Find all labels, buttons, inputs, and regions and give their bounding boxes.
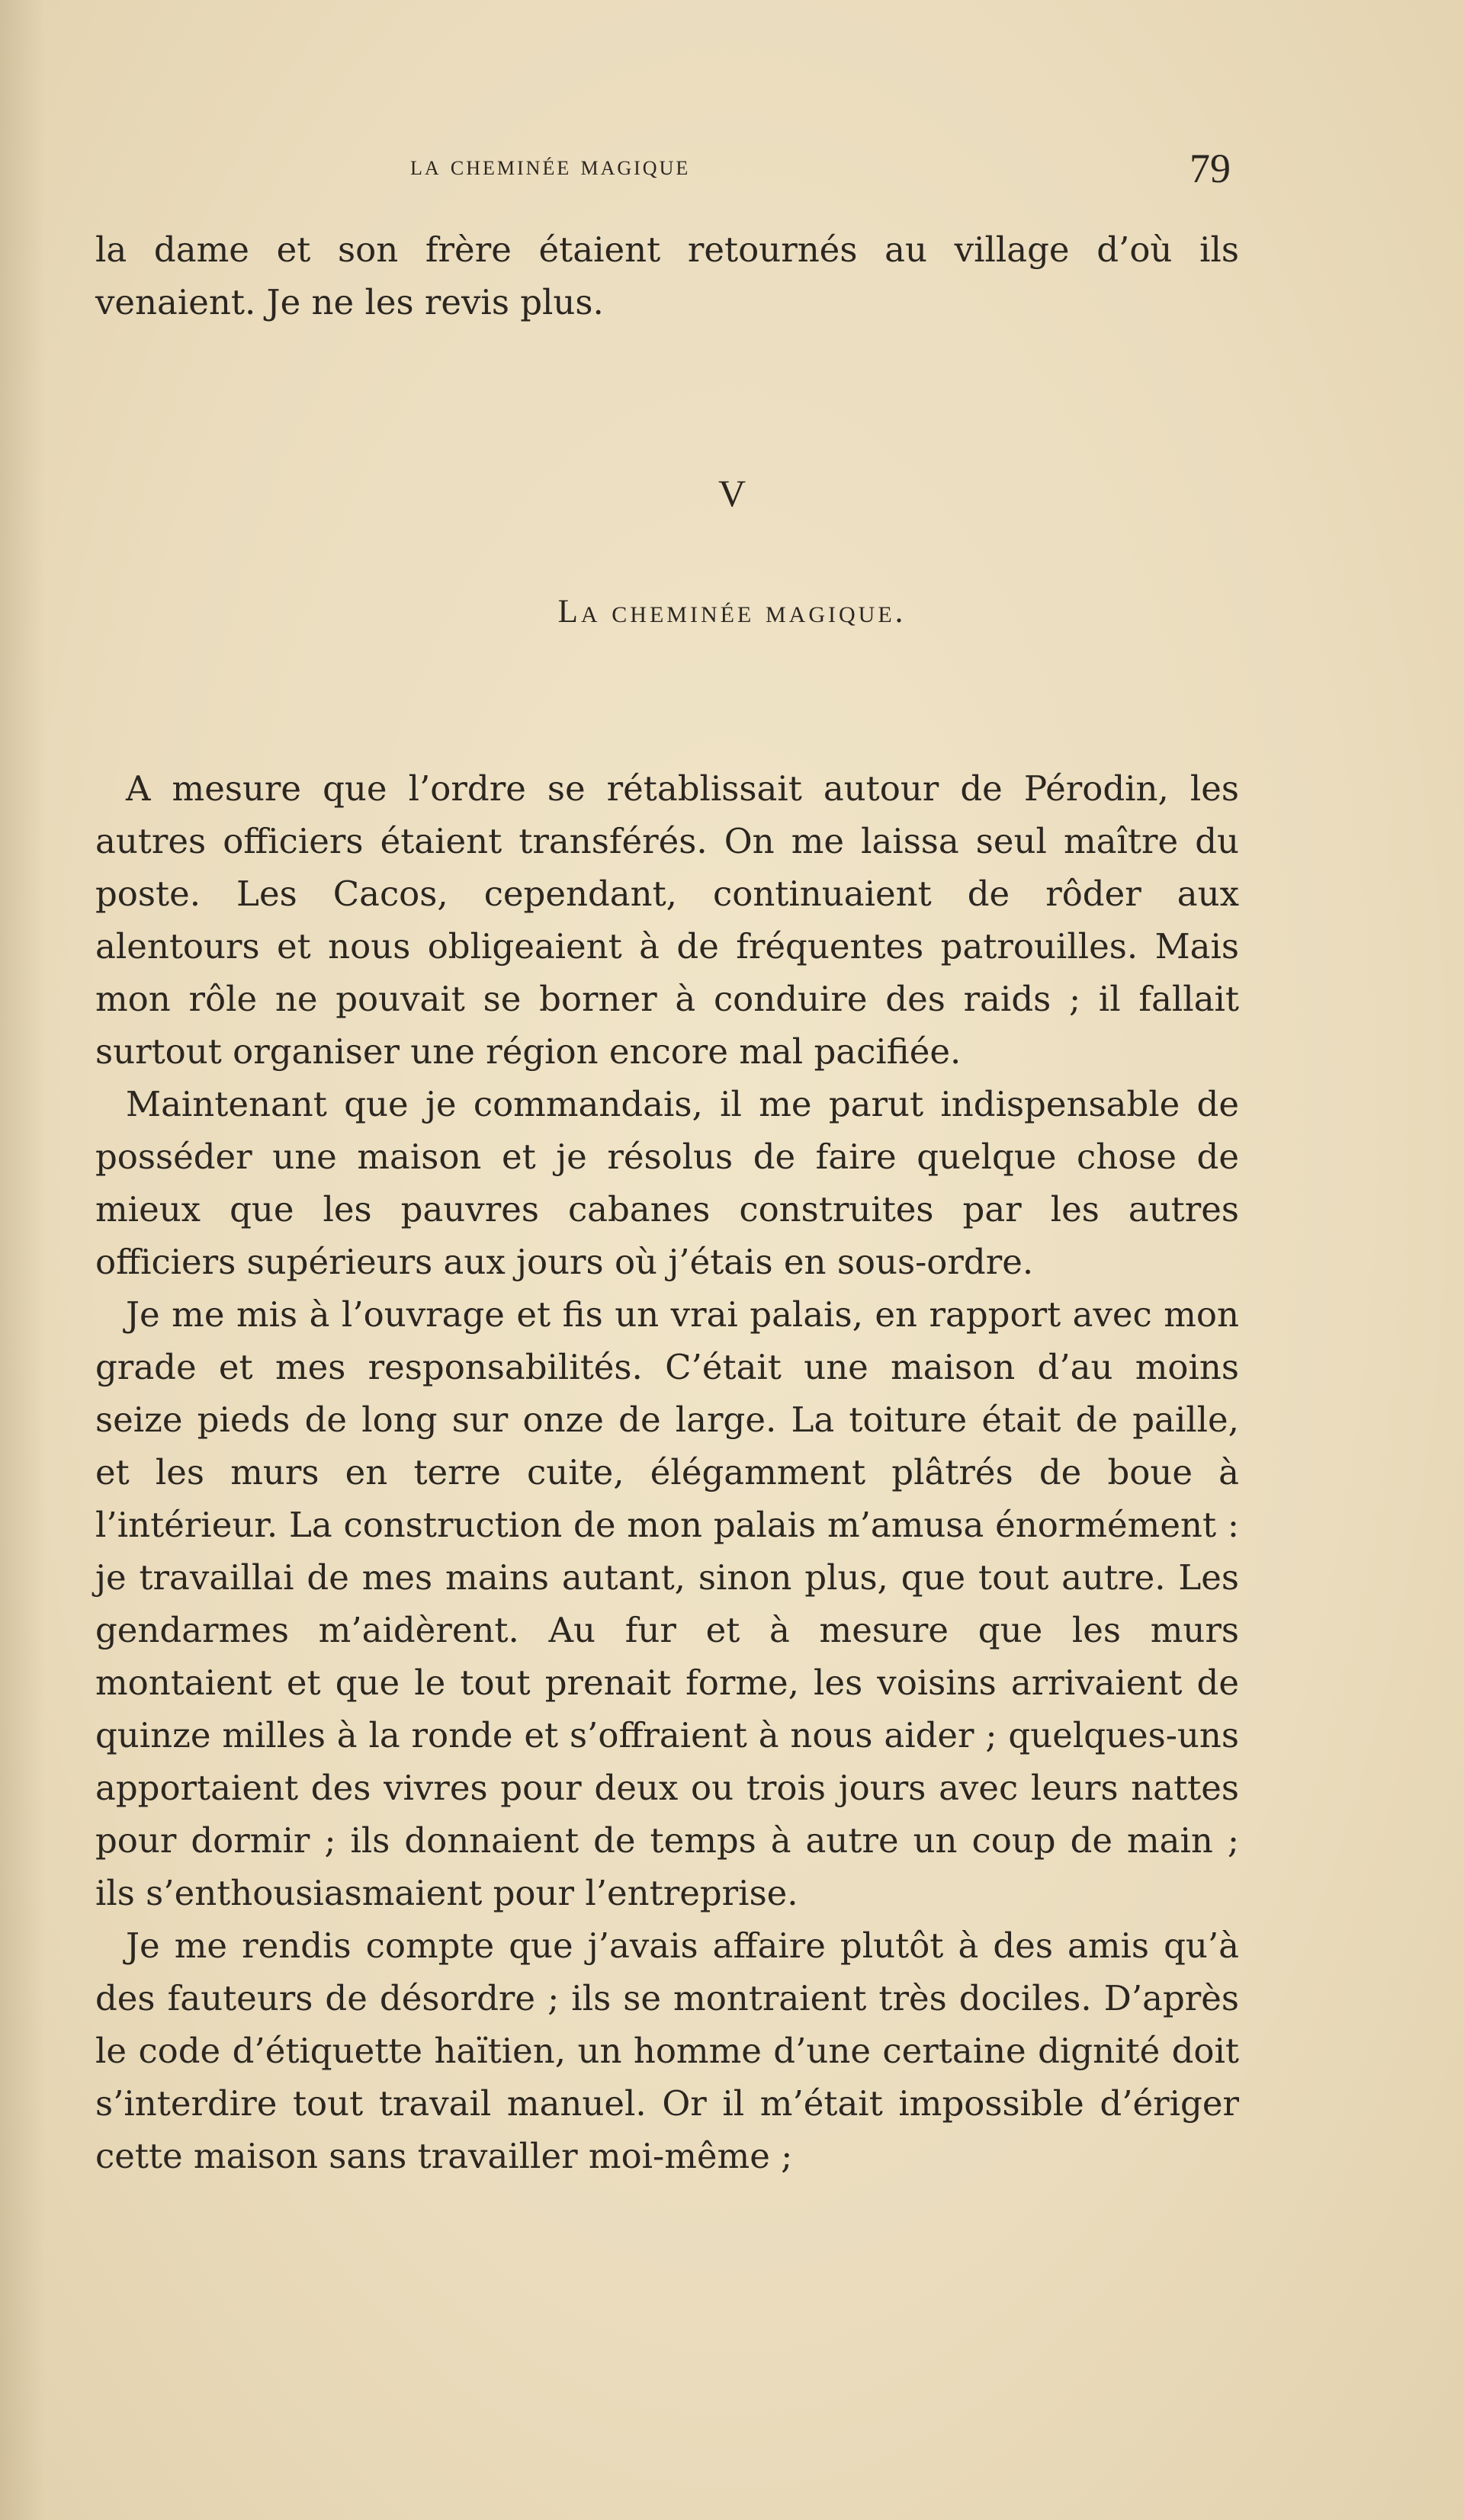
running-header [0,145,1464,198]
page-gutter-shadow [0,0,46,2520]
running-title: la cheminée magique [410,150,691,181]
paragraph: Je me rendis compte que j’avais affaire plutôt à des amis qu’à des fauteurs de désordre ; ils se montraient très dociles. D’après le code d’étiquette haïtien, un homme d’une certaine dignité doit s’interdire tout travail manuel. Or il m’était impossible d’ériger cette maison sans travailler moi-même ; [95,1925,1239,2176]
page-number: 79 [1190,146,1231,191]
paragraph: A mesure que l’ordre se rétablissait autour de Pérodin, les autres officiers étaient transférés. On me laissa seul maître du poste. Les Cacos, cependant, continuaient de rôder aux alentours et nous obligeaient à de fréquentes patrouilles. Mais mon rôle ne pouvait se borner à conduire des raids ; il fallait surtout organiser une région encore mal pacifiée. [95,768,1239,1072]
chapter-body [95,762,1239,2182]
chapter-numeral: V [718,472,746,515]
paragraph: Maintenant que je commandais, il me parut indispensable de posséder une maison et je résolus de faire quelque chose de mieux que les pauvres cabanes construites par les autres officiers supérieurs aux jours où j’étais en sous-ordre. [95,1084,1239,1282]
chapter-title: La cheminée magique. [557,594,907,630]
opening-text [95,223,1239,329]
opening-paragraph: la dame et son frère étaient retournés au village d’où ils venaient. Je ne les revis plus. [95,229,1239,322]
paragraph: Je me mis à l’ouvrage et fis un vrai palais, en rapport avec mon grade et mes responsabilités. C’était une maison d’au moins seize pieds de long sur onze de large. La toiture était de paille, et les murs en terre cuite, élégamment plâtrés de boue à l’intérieur. La construction de mon palais m’amusa énormément : je travaillai de mes mains autant, sinon plus, que tout autre. Les gendarmes m’aidèrent. Au fur et à mesure que les murs montaient et que le tout prenait forme, les voisins arrivaient de quinze milles à la ronde et s’offraient à nous aider ; quelques-uns apportaient des vivres pour deux ou trois jours avec leurs nattes pour dormir ; ils donnaient de temps à autre un coup de main ; ils s’enthousiasmaient pour l’entreprise. [95,1294,1239,1913]
